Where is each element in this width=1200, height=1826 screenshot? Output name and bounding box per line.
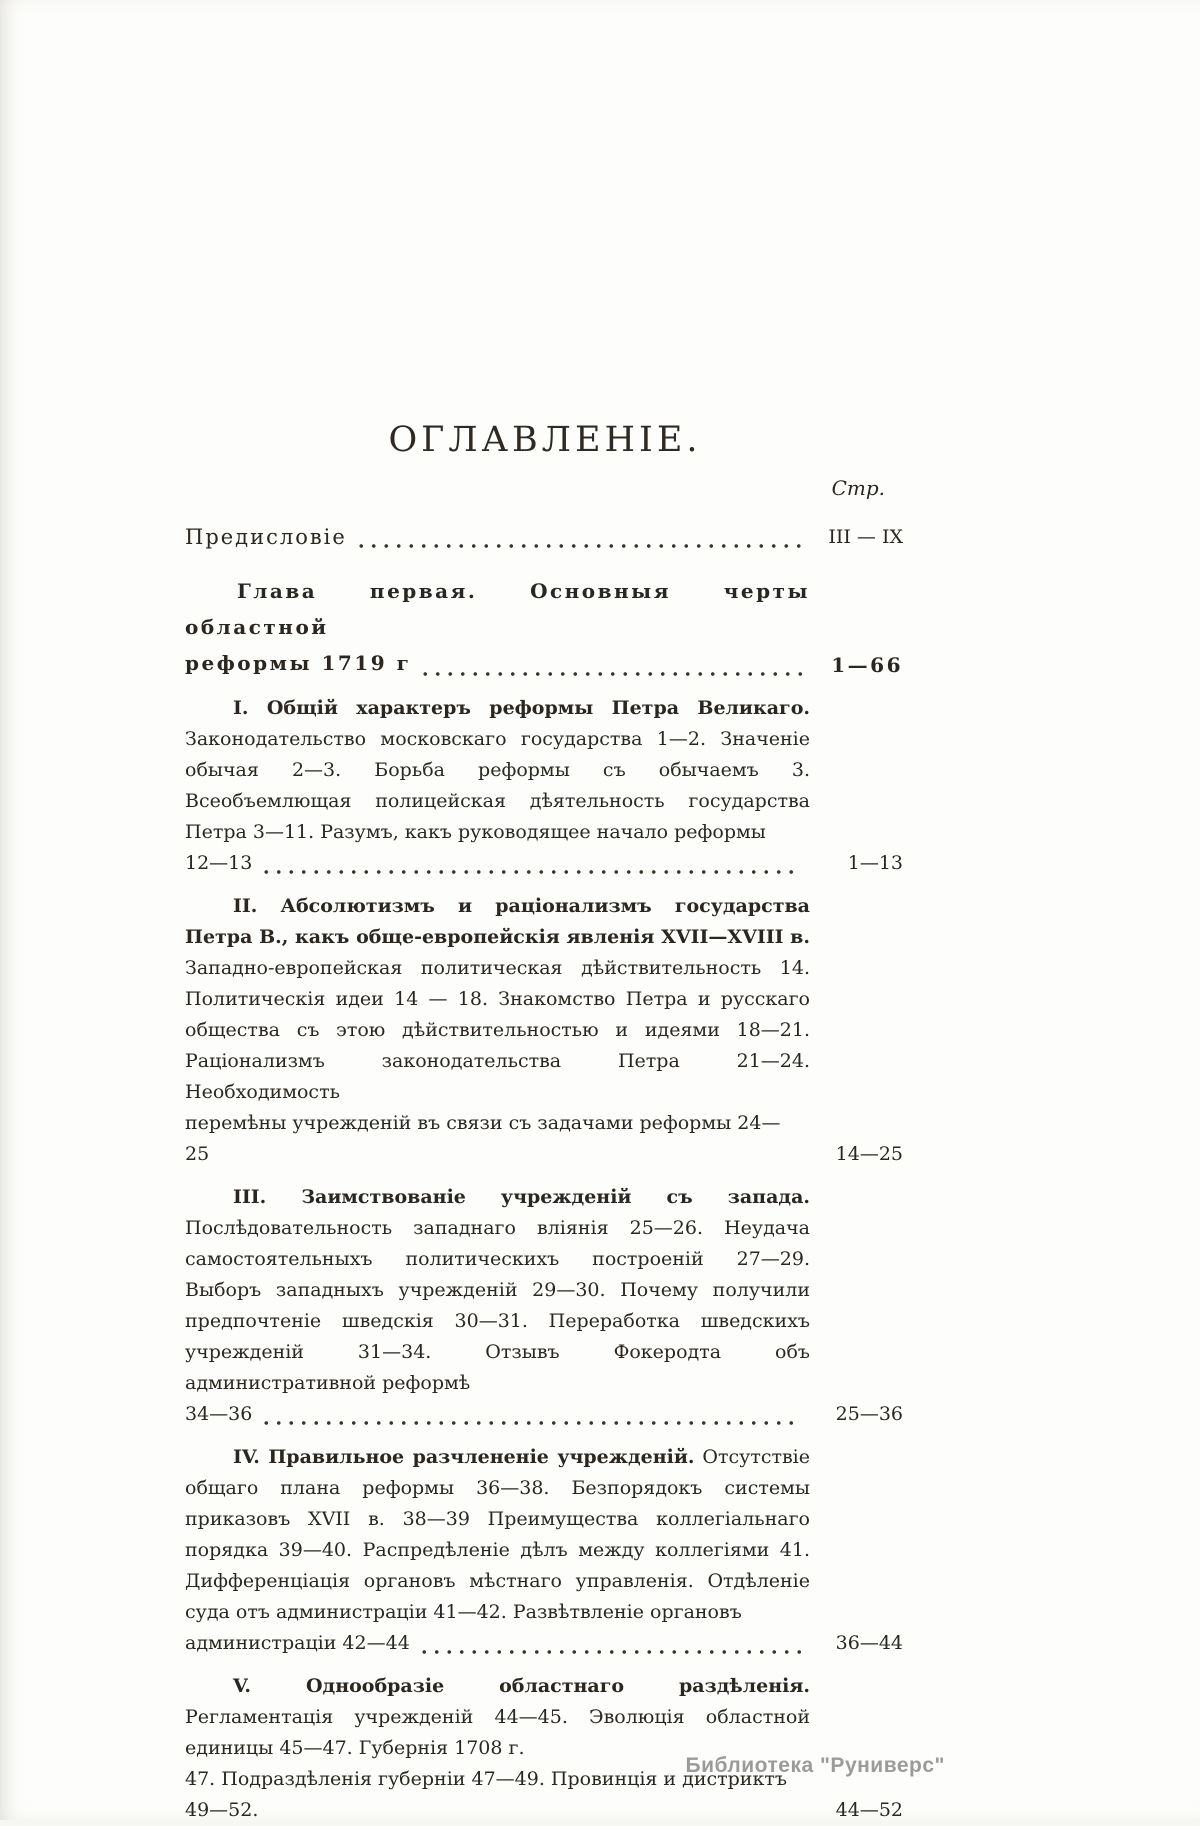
section-summary-tail: администраціи 42—44 [185, 1632, 410, 1654]
toc-entry-section-2 [185, 891, 905, 1170]
page-range: III — IX [828, 526, 903, 548]
page-range: 1—66 [831, 653, 903, 677]
page-range: 14—25 [835, 1143, 903, 1165]
page-title: ОГЛАВЛЕНІЕ. [388, 420, 702, 460]
dot-leader [260, 855, 802, 875]
pages-column-header: Стр. [831, 476, 885, 500]
toc-entry-section-1 [185, 693, 905, 879]
toc-entry-preface [185, 522, 905, 553]
dot-leader [355, 529, 802, 549]
dot-leader [419, 657, 802, 677]
section-summary: Западно-европейская политическая дѣйствительность 14. Политическія идеи 14 — 18. Знакомство Петра и русскаго общества съ этою дѣйствительностью и идеями 18—21. Раціонализмъ законодательства Петра 21—24. Необходимость [185, 957, 810, 1103]
dot-leader [260, 1406, 802, 1426]
section-summary: Регламентація учрежденій 44—45. Эволюція областной единицы 45—47. Губернія 1708 г. [185, 1706, 810, 1759]
page-range: 25—36 [835, 1403, 903, 1425]
section-summary-tail: перемѣны учрежденій въ связи съ задачами реформы 24—25 [185, 1112, 781, 1165]
toc-entry-chapter [185, 573, 905, 681]
toc-entry-section-3 [185, 1182, 905, 1430]
section-heading: II. Абсолютизмъ и раціонализмъ государства Петра В., какъ обще-европейскія явленія XVII—XVIII в. [185, 895, 810, 948]
page-range: 1—13 [847, 852, 903, 874]
section-heading: IV. Правильное разчлененіе учрежденій. [233, 1446, 695, 1468]
section-summary-tail: 47. Подраздѣленія губерніи 47—49. Провинція и дистриктъ 49—52. [185, 1768, 787, 1821]
section-summary: Послѣдовательность западнаго вліянія 25—26. Неудача самостоятельныхъ политическихъ построеній 27—29. Выборъ западныхъ учрежденій 29—30. Почему получили предпочтеніе шведскія 30—31. Переработка шведскихъ учрежденій 31—34. Отзывъ Фокеродта объ административной реформѣ [185, 1217, 810, 1394]
toc-entry-section-4 [185, 1442, 905, 1659]
page-range: 44—52 [835, 1799, 903, 1821]
section-summary-tail: 12—13 [185, 852, 253, 874]
section-summary: Законодательство московскаго государства 1—2. Значеніе обычая 2—3. Борьба реформы съ обычаемъ 3. Всеобъемлющая полицейская дѣятельность государства Петра 3—11. Разумъ, какъ руководящее начало реформы [185, 728, 810, 843]
section-heading: III. Заимствованіе учрежденій съ запада. [233, 1186, 810, 1208]
table-of-contents [185, 420, 905, 1826]
chapter-title: Глава первая. Основныя черты областной [185, 579, 810, 639]
toc-entry-section-5 [185, 1671, 905, 1826]
library-watermark: Библиотека "Руниверс" [685, 1754, 945, 1777]
section-summary-tail: 34—36 [185, 1403, 253, 1425]
entry-label: Предисловіе [185, 525, 347, 549]
dot-leader [418, 1635, 802, 1655]
page-range: 36—44 [835, 1632, 903, 1654]
chapter-title-continuation: реформы 1719 г [185, 651, 412, 675]
section-heading: I. Общій характеръ реформы Петра Великаго. [233, 697, 810, 719]
section-summary: Отсутствіе общаго плана реформы 36—38. Безпорядокъ системы приказовъ XVII в. 38—39 Преимущества коллегіальнаго порядка 39—40. Распредѣленіе дѣлъ между коллегіями 41. Дифференціація органовъ мѣстнаго управленія. Отдѣленіе суда отъ администраціи 41—42. Развѣтвленіе органовъ [185, 1446, 810, 1623]
section-heading: V. Однообразіе областнаго раздѣленія. [233, 1675, 810, 1697]
